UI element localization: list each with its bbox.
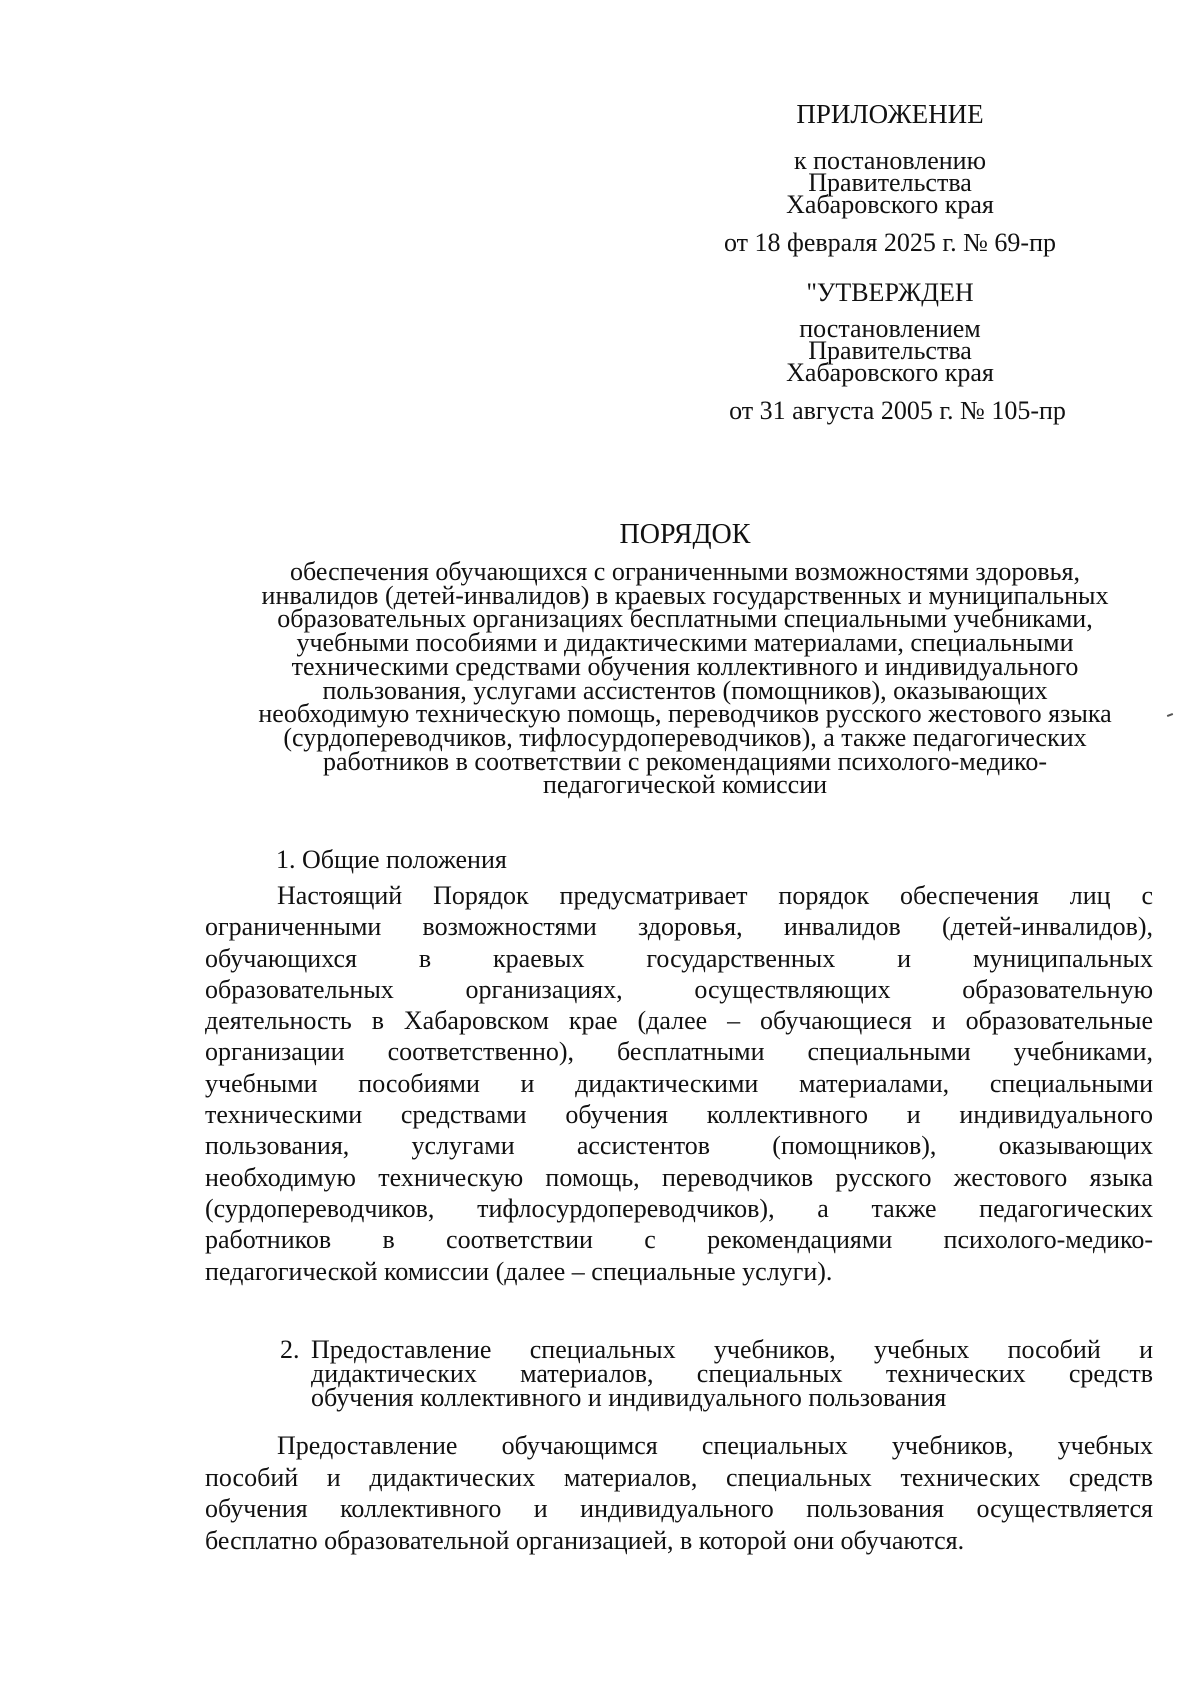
appendix-ref-line: к постановлению — [793, 146, 987, 175]
section-2-heading-text — [311, 1335, 1153, 1412]
paragraph-line: пользования, услугами ассистентов (помощников), оказывающих — [205, 1131, 1153, 1161]
paragraph-line: пособий и дидактических материалов, специальных технических средств — [205, 1462, 1153, 1492]
appendix-date: от 18 февраля 2025 г. № 69-пр — [724, 228, 1056, 257]
approved-reference — [765, 314, 1015, 387]
approved-ref-line: постановлением — [799, 314, 981, 343]
approved-title: "УТВЕРЖДЕН — [806, 278, 974, 307]
subtitle-line: учебными пособиями и дидактическими материалами, специальными — [296, 628, 1074, 658]
paragraph-line: организации соответственно), бесплатными специальными учебниками, — [205, 1037, 1153, 1067]
heading-line: дидактических материалов, специальных технических средств — [311, 1359, 1153, 1388]
paragraph-line: техническими средствами обучения коллективного и индивидуального — [205, 1100, 1153, 1130]
paragraph-line: педагогической комиссии (далее – специальные услуги). — [205, 1256, 833, 1286]
paragraph-line: обучения коллективного и индивидуального пользования осуществляется — [205, 1494, 1153, 1524]
paragraph-line: деятельность в Хабаровском крае (далее – обучающиеся и образовательные — [205, 1006, 1153, 1036]
subtitle-line: инвалидов (детей-инвалидов) в краевых государственных и муниципальных — [261, 580, 1109, 610]
subtitle-line: (сурдопереводчиков, тифлосурдопереводчиков), а также педагогических — [283, 722, 1087, 752]
section-2-number: 2. — [280, 1335, 300, 1364]
paragraph-line: необходимую техническую помощь, переводчиков русского жестового языка — [205, 1162, 1153, 1192]
subtitle-line: педагогической комиссии — [542, 770, 828, 800]
section-1-paragraph — [205, 880, 1153, 1287]
scan-mark — [1167, 713, 1173, 717]
heading-line: Предоставление специальных учебников, учебных пособий и — [311, 1335, 1153, 1364]
paragraph-line: бесплатно образовательной организацией, в которой они обучаются. — [205, 1525, 965, 1555]
paragraph-line: обучающихся в краевых государственных и муниципальных — [205, 943, 1153, 973]
paragraph-line: работников в соответствии с рекомендациями психолого-медико- — [205, 1225, 1153, 1255]
paragraph-line: Предоставление обучающимся специальных учебников, учебных — [277, 1431, 1153, 1460]
paragraph-line: Настоящий Порядок предусматривает порядок обеспечения лиц с — [277, 881, 1153, 910]
document-subtitle — [200, 557, 1170, 800]
heading-line: обучения коллективного и индивидуального пользования — [311, 1383, 947, 1412]
section-2-paragraph — [205, 1430, 1153, 1556]
paragraph-line: образовательных организациях, осуществляющих образовательную — [205, 974, 1153, 1004]
approved-ref-line: Хабаровского края — [786, 358, 994, 387]
approved-ref-line: Правительства — [808, 336, 972, 365]
subtitle-line: необходимую техническую помощь, переводчиков русского жестового языка — [258, 699, 1112, 729]
approved-date: от 31 августа 2005 г. № 105-пр — [729, 396, 1066, 425]
appendix-title: ПРИЛОЖЕНИЕ — [796, 99, 984, 129]
appendix-reference — [765, 146, 1015, 219]
subtitle-line: работников в соответствии с рекомендациями психолого-медико- — [322, 746, 1048, 776]
section-1-heading: 1. Общие положения — [276, 845, 507, 874]
paragraph-line: (сурдопереводчиков, тифлосурдопереводчиков), а также педагогических — [205, 1193, 1153, 1223]
subtitle-line: обеспечения обучающихся с ограниченными возможностями здоровья, — [290, 557, 1080, 586]
subtitle-line: пользования, услугами ассистентов (помощников), оказывающих — [322, 675, 1048, 705]
paragraph-line: учебными пособиями и дидактическими материалами, специальными — [205, 1068, 1153, 1098]
paragraph-line: ограниченными возможностями здоровья, инвалидов (детей-инвалидов), — [205, 912, 1153, 942]
document-title: ПОРЯДОК — [619, 519, 751, 550]
subtitle-line: техническими средствами обучения коллективного и индивидуального — [291, 651, 1079, 681]
subtitle-line: образовательных организациях бесплатными специальными учебниками, — [277, 604, 1093, 634]
appendix-ref-line: Правительства — [808, 168, 972, 197]
appendix-ref-line: Хабаровского края — [786, 190, 994, 219]
